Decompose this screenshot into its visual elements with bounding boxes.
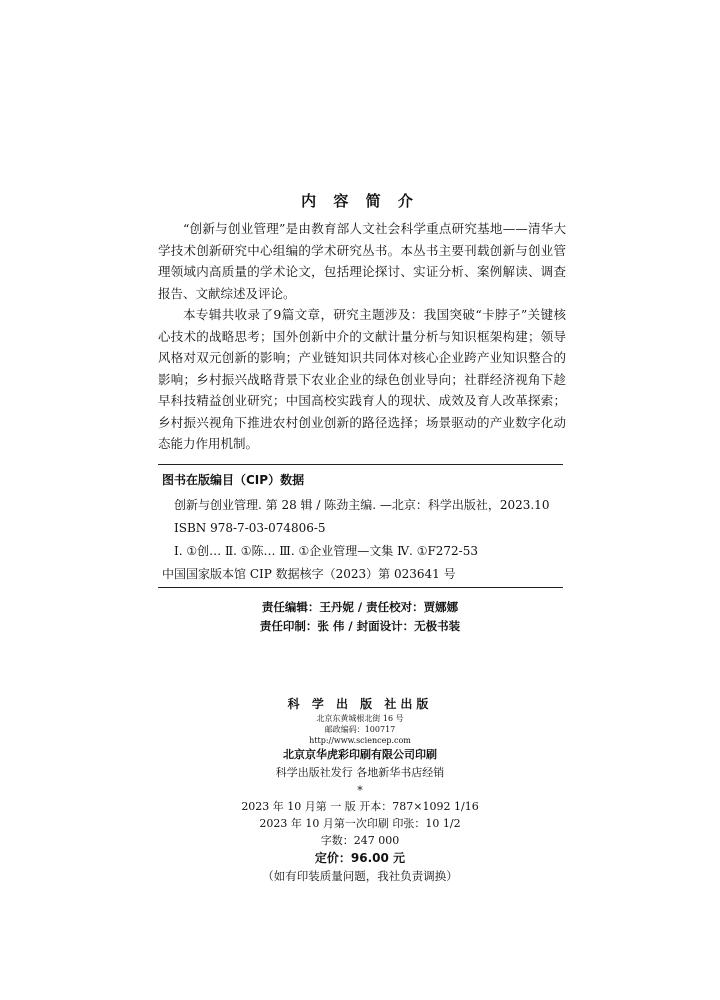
publisher-website: http://www.sciencep.com <box>309 736 411 745</box>
credits-production: 责任印制：张 伟 / 封面设计：无极书装 <box>259 619 461 633</box>
printing-line: 2023 年 10 月第一次印刷 印张：10 1/2 <box>259 817 461 830</box>
quality-note: （如有印装质量问题，我社负责调换） <box>262 869 458 883</box>
credits-editors: 责任编辑：王丹妮 / 责任校对：贾娜娜 <box>261 600 459 614</box>
separator-star: * <box>357 784 363 797</box>
intro-paragraph-2: 本专辑共收录了9篇文章，研究主题涉及：我国突破“卡脖子”关键核心技术的战略思考；国外创新中介的文献计量分析与知识框架构建；领导风格对双元创新的影响；产业链知识共同体对核心企业跨产业知识整合的影响；乡村振兴战略背景下农业企业的绿色创业导向；社群经济视角下趁早科技精益创业研究；中国高校实践育人的现状、成效及育人改革探索；乡村振兴视角下推进农村创业创新的路径选择；场景驱动的产业数字化动态能力作用机制。 <box>158 307 566 451</box>
intro-title: 内 容 简 介 <box>301 192 419 210</box>
publisher-address: 北京东黄城根北街 16 号 <box>316 714 404 723</box>
publisher-block <box>0 695 720 886</box>
printer-name: 北京京华虎彩印刷有限公司印刷 <box>283 748 437 761</box>
distribution-line: 科学出版社发行 各地新华书店经销 <box>275 766 445 779</box>
publisher-name: 科 学 出 版 社出版 <box>287 697 433 711</box>
word-count: 字数：247 000 <box>320 834 400 847</box>
cip-approval-number: 中国国家版本馆 CIP 数据核字（2023）第 023641 号 <box>162 567 456 581</box>
cip-top-rule <box>158 464 563 465</box>
cip-classification: Ⅰ. ①创… Ⅱ. ①陈… Ⅲ. ①企业管理—文集 Ⅳ. ①F272-53 <box>174 544 479 558</box>
publisher-postcode: 邮政编码：100717 <box>324 725 396 734</box>
price: 定价：96.00 元 <box>314 851 406 865</box>
cip-title: 图书在版编目（CIP）数据 <box>162 473 305 487</box>
edition-line: 2023 年 10 月第 一 版 开本：787×1092 1/16 <box>241 800 479 813</box>
intro-body <box>158 218 566 455</box>
credits-block <box>0 598 720 636</box>
cip-data-block <box>158 464 563 588</box>
cip-bottom-rule <box>158 587 563 588</box>
cip-bibliographic-line: 创新与创业管理. 第 28 辑 / 陈劲主编. —北京：科学出版社，2023.10 <box>174 498 550 512</box>
cip-isbn: ISBN 978-7-03-074806-5 <box>174 521 326 535</box>
intro-paragraph-1: “创新与创业管理”是由教育部人文社会科学重点研究基地——清华大学技术创新研究中心组编的学术研究丛书。本丛书主要刊载创新与创业管理领域内高质量的学术论文，包括理论探讨、实证分析、案例解读、调查报告、文献综述及评论。 <box>158 221 566 301</box>
